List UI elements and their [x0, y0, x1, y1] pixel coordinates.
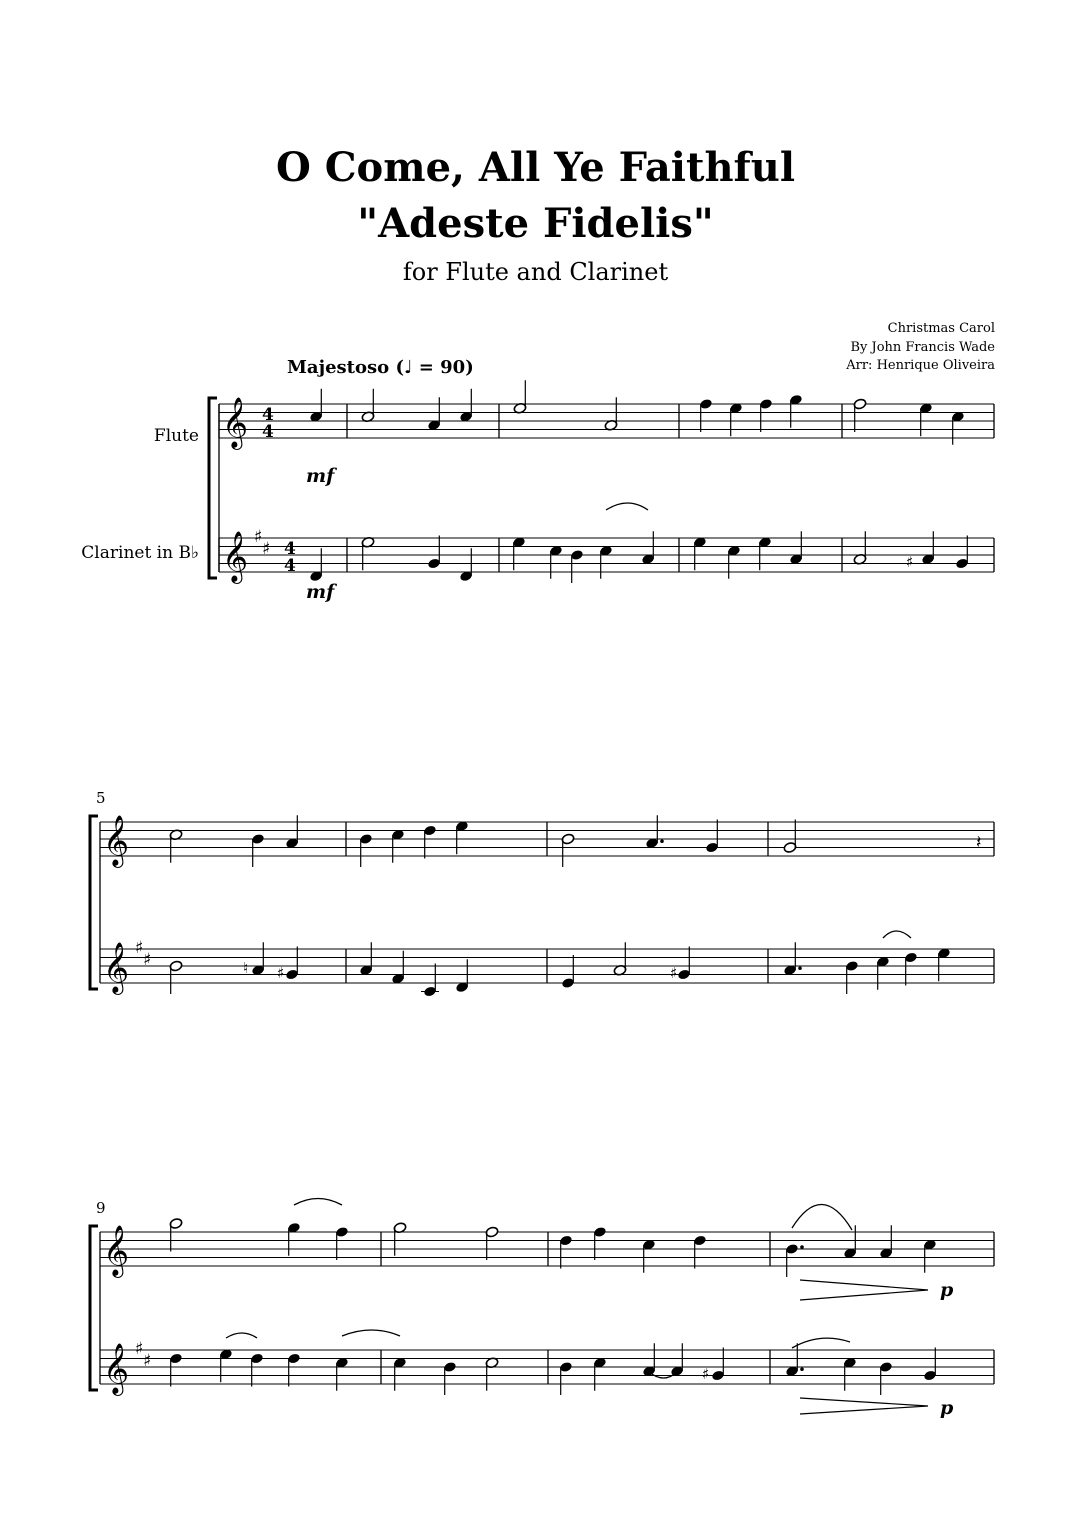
- system-bracket: [90, 1226, 98, 1390]
- tempo-close-paren: ): [465, 357, 474, 378]
- slur: [226, 1333, 257, 1338]
- sharp-icon: ♯: [670, 964, 678, 982]
- quarter-rest-icon: 𝄽: [976, 832, 982, 853]
- time-sig-lower: 4: [284, 556, 296, 576]
- dynamic-mf: mf: [306, 465, 335, 487]
- title-line-2: "Adeste Fidelis": [357, 200, 714, 247]
- note-dot: [800, 1367, 804, 1371]
- measure-number: 9: [96, 1199, 106, 1217]
- sharp-icon: ♯: [906, 553, 914, 571]
- sharp-icon: ♯: [135, 938, 144, 958]
- sharp-icon: ♯: [143, 950, 152, 970]
- tempo-open-paren: (: [395, 357, 404, 378]
- slur: [792, 1204, 852, 1230]
- sharp-icon: ♯: [135, 1339, 144, 1359]
- sharp-icon: ♯: [277, 964, 285, 982]
- sharp-icon: ♯: [143, 1351, 152, 1371]
- slur: [792, 1338, 850, 1348]
- decrescendo-hairpin: [800, 1398, 928, 1414]
- natural-icon: ♮: [243, 959, 249, 977]
- quarter-note-icon: ♩: [403, 357, 413, 378]
- slur: [342, 1330, 400, 1336]
- treble-clef-icon: 𝄞: [103, 815, 130, 866]
- tempo-equals: =: [418, 357, 434, 378]
- credit-composer: By John Francis Wade: [850, 340, 995, 355]
- treble-clef-icon: 𝄞: [222, 531, 249, 582]
- system-bracket: [90, 816, 98, 989]
- sharp-icon: ♯: [254, 527, 263, 547]
- time-sig-upper: 4: [262, 405, 274, 425]
- credit-arranger: Arr: Henrique Oliveira: [846, 358, 995, 373]
- title-line-1: O Come, All Ye Faithful: [275, 144, 796, 191]
- dynamic-p: p: [940, 1279, 954, 1301]
- time-sig-upper: 4: [284, 539, 296, 559]
- treble-clef-icon: 𝄞: [103, 1225, 130, 1276]
- dynamic-p: p: [940, 1397, 954, 1419]
- time-sig-lower: 4: [262, 422, 274, 442]
- note-dot: [798, 966, 802, 970]
- treble-clef-icon: 𝄞: [103, 942, 130, 993]
- measure-number: 5: [96, 789, 106, 807]
- treble-clef-icon: 𝄞: [103, 1343, 130, 1394]
- instrument-clarinet: Clarinet in B♭: [81, 543, 199, 563]
- instrument-flute: Flute: [153, 426, 199, 446]
- slur: [883, 931, 911, 938]
- tempo-bpm: 90: [440, 357, 466, 378]
- subtitle: for Flute and Clarinet: [402, 258, 669, 286]
- dynamic-mf: mf: [306, 581, 335, 603]
- note-dot: [660, 839, 664, 843]
- decrescendo-hairpin: [800, 1280, 928, 1300]
- note-dot: [800, 1245, 804, 1249]
- sharp-icon: ♯: [702, 1365, 710, 1383]
- system-bracket: [209, 398, 217, 578]
- slur: [294, 1199, 342, 1206]
- tempo-text: Majestoso: [287, 357, 390, 378]
- slur: [606, 503, 648, 510]
- credit-origin: Christmas Carol: [887, 321, 995, 336]
- treble-clef-icon: 𝄞: [222, 397, 249, 448]
- sharp-icon: ♯: [262, 539, 271, 559]
